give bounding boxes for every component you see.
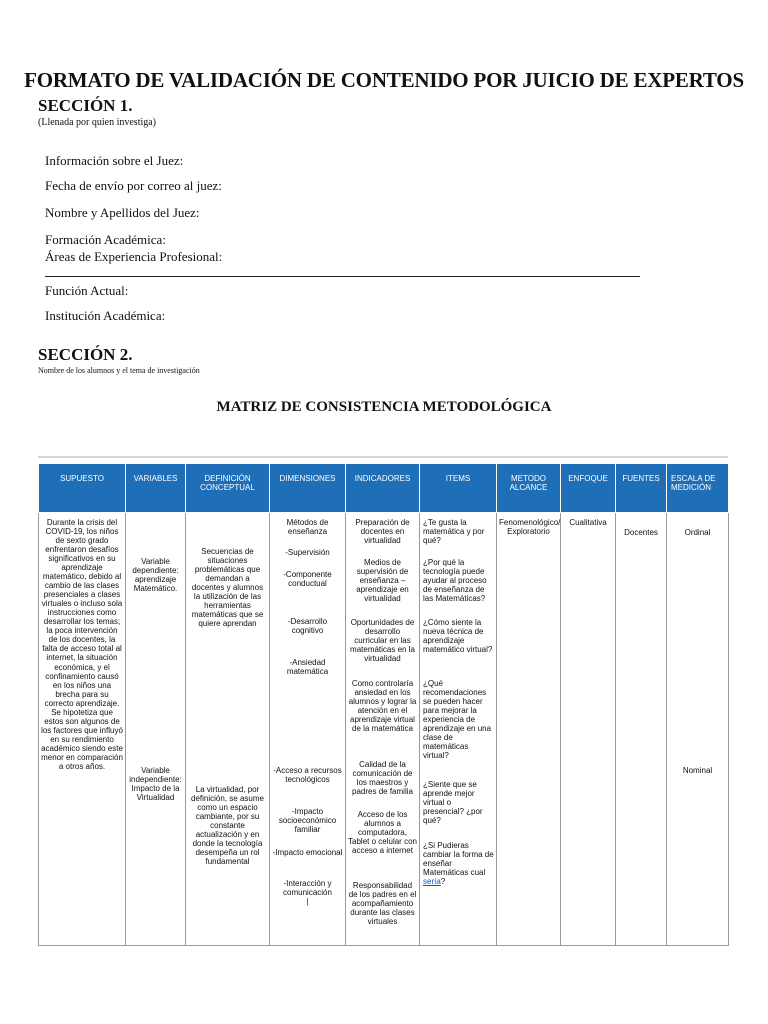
item-question-3: ¿Cómo siente la nueva técnica de aprendizaje matemático virtual?: [423, 618, 493, 655]
dimension-metodos: Métodos de enseñanza: [286, 518, 329, 537]
cell-escala: [667, 513, 729, 946]
send-date-label: Fecha de envío por correo al juez:: [45, 178, 222, 193]
cell-enfoque: [561, 513, 616, 946]
cell-variables: [126, 513, 186, 946]
supuesto-text: Durante la crisis del COVID-19, los niños de sexto grado enfrentaron desafíos significativos en su aprendizaje matemático, debido al cambio de las clases presenciales a clases virtuales o incluso sola instrucciones como desarrollar los temas; la poca intervención de los docentes, la falta de acceso total al internet, la situación económica, y el confinamiento causó en los niños una brecha para su correcto aprendizaje. Se hipotetiza que estos son algunos de los factores que influyó en su rendimiento académico siendo este menor en comparación a otros años.: [41, 518, 123, 771]
dimension-interaccion: -Interacción y comunicación: [283, 879, 332, 898]
judge-name-label: Nombre y Apellidos del Juez:: [45, 205, 200, 220]
judge-info-label: Información sobre el Juez:: [45, 153, 184, 168]
institution-label: Institución Académica:: [45, 308, 166, 323]
dimension-ansiedad: -Ansiedad matemática: [286, 658, 329, 677]
variable-dependiente: Variable dependiente: aprendizaje Matemático.: [132, 557, 179, 594]
item-question-2: ¿Por qué la tecnología puede ayudar al proceso de enseñanza de las Matemáticas?: [423, 558, 487, 604]
document-title: FORMATO DE VALIDACIÓN DE CONTENIDO POR JUICIO DE EXPERTOS: [24, 68, 744, 92]
escala-ordinal: Ordinal: [684, 528, 711, 537]
indicador-1: Preparación de docentes en virtualidad: [355, 518, 410, 546]
item-question-6-text: ¿Si Pudieras cambiar la forma de enseñar Matemáticas cual: [423, 841, 494, 878]
col-header-supuesto: SUPUESTO: [39, 464, 126, 513]
consistency-matrix: [38, 463, 729, 946]
spellcheck-word[interactable]: sería: [423, 877, 441, 887]
indicador-2: Medios de supervisión de enseñanza – aprendizaje en virtualidad: [356, 558, 409, 604]
cell-metodo: [497, 513, 561, 946]
cell-definicion: [186, 513, 270, 946]
matrix-title: MATRIZ DE CONSISTENCIA METODOLÓGICA: [216, 399, 552, 415]
dimension-acceso: -Acceso a recursos tecnológicos: [273, 766, 342, 785]
indicador-4: Como controlaría ansiedad en los alumnos y lograr la atención en el aprendizaje virtual de la matemática: [348, 679, 417, 734]
dimension-cognitivo: -Desarrollo cognitivo: [287, 617, 328, 636]
experience-label: Áreas de Experiencia Profesional:: [45, 249, 223, 264]
education-label: Formación Académica:: [45, 232, 166, 247]
indicador-5: Calidad de la comunicación de los maestros y padres de familia: [352, 760, 413, 797]
dimension-emocional: -Impacto emocional: [272, 848, 343, 857]
cell-fuentes: [616, 513, 667, 946]
section-1-note: (Llenada por quien investiga): [38, 117, 157, 128]
col-header-metodo: METODO ALCANCE: [497, 464, 561, 513]
dimension-conductual: -Componente conductual: [283, 570, 332, 589]
section-1-heading: SECCIÓN 1.: [38, 96, 133, 115]
col-header-escala: ESCALA DE MEDICIÓN: [667, 464, 729, 513]
escala-nominal: Nominal: [682, 766, 713, 775]
section-2-note: Nombre de los alumnos y el tema de investigación: [38, 366, 200, 375]
matrix-top-rule: [38, 456, 728, 458]
table-row: [39, 513, 729, 946]
item-question-6-end: ?: [440, 877, 446, 887]
dimension-supervision: -Supervisión: [285, 548, 330, 557]
current-function-label: Función Actual:: [45, 283, 129, 298]
text-cursor: |: [306, 897, 309, 906]
cell-supuesto: [39, 513, 126, 946]
indicador-7: Responsabilidad de los padres en el acompañamiento durante las clases virtuales: [348, 881, 417, 927]
col-header-fuentes: FUENTES: [616, 464, 667, 513]
matrix-header-row: [39, 464, 729, 513]
enfoque-value: Cualitativa: [569, 518, 607, 527]
indicador-6: Acceso de los alumnos a computadora, Tablet o celular con acceso a internet: [348, 810, 417, 856]
definicion-2: La virtualidad, por definición, se asume como un espacio cambiante, por su constante actualización y en donde la tecnología desempeña un rol fundamental: [191, 785, 264, 867]
col-header-dimensiones: DIMENSIONES: [270, 464, 346, 513]
cell-dimensiones: [270, 513, 346, 946]
col-header-items: ITEMS: [420, 464, 497, 513]
section-2-heading: SECCIÓN 2.: [38, 345, 133, 364]
dimension-socioeconomico: -Impacto socioeconómico familiar: [278, 807, 337, 835]
col-header-indicadores: INDICADORES: [346, 464, 420, 513]
fuentes-value: Docentes: [624, 528, 658, 537]
cell-indicadores: [346, 513, 420, 946]
item-question-4: ¿Qué recomendaciones se pueden hacer para mejorar la experiencia de aprendizaje en una clase de matemáticas virtual?: [423, 679, 492, 761]
item-question-5: ¿Siente que se aprende mejor virtual o presencial? ¿por qué?: [423, 780, 483, 826]
indicador-3: Oportunidades de desarrollo curricular en las matemáticas en la virtualidad: [350, 618, 415, 664]
col-header-enfoque: ENFOQUE: [561, 464, 616, 513]
item-question-1: ¿Te gusta la matemática y por qué?: [423, 518, 485, 546]
metodo-alcance: Fenomenológico/ Exploratorio: [499, 518, 561, 537]
item-question-6: [423, 841, 494, 886]
variable-independiente: Variable independiente: Impacto de la Virtualidad: [129, 766, 182, 803]
separator-line: [45, 276, 640, 277]
col-header-variables: VARIABLES: [126, 464, 186, 513]
definicion-1: Secuencias de situaciones problemáticas que demandan a docentes y alumnos la utilización de las herramientas matemáticas que se quiere aprendan: [191, 547, 264, 629]
cell-items: [420, 513, 497, 946]
col-header-definicion: DEFINICIÓN CONCEPTUAL: [186, 464, 270, 513]
